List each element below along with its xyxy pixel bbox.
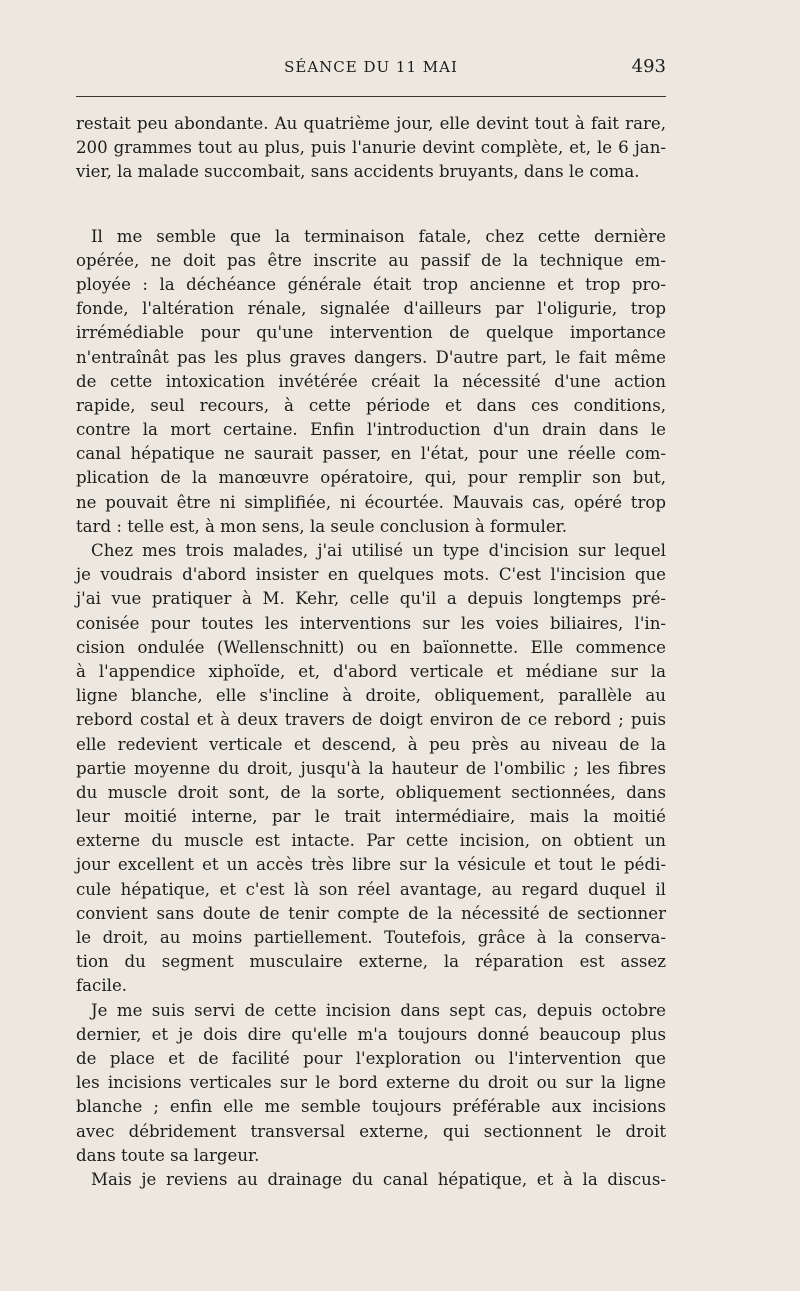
text-line: rebord costal et à deux travers de doigt environ de ce rebord ; puis bbox=[76, 710, 666, 730]
text-line: blanche ; enfin elle me semble toujours préférable aux incisions bbox=[76, 1097, 666, 1117]
text-line: leur moitié interne, par le trait intermédiaire, mais la moitié bbox=[76, 807, 666, 827]
text-line: convient sans doute de tenir compte de la nécessité de sectionner bbox=[76, 903, 666, 923]
text-line: jour excellent et un accès très libre sur la vésicule et tout le pédi- bbox=[76, 855, 666, 875]
paragraph-gap bbox=[76, 185, 666, 225]
text-line: Chez mes trois malades, j'ai utilisé un type d'incision sur lequel bbox=[91, 541, 666, 560]
text-line: les incisions verticales sur le bord externe du droit ou sur la ligne bbox=[76, 1073, 666, 1093]
text-line: Je me suis servi de cette incision dans sept cas, depuis octobre bbox=[91, 1000, 666, 1020]
text-line: contre la mort certaine. Enfin l'introduction d'un drain dans le bbox=[76, 420, 666, 440]
text-line: cision ondulée (Wellenschnitt) ou en baïonnette. Elle commence bbox=[76, 637, 666, 657]
text-line: dernier, et je dois dire qu'elle m'a toujours donné beaucoup plus bbox=[76, 1024, 666, 1044]
text-line: de cette intoxication invétérée créait la nécessité d'une action bbox=[76, 371, 666, 391]
text-line: plication de la manœuvre opératoire, qui, pour remplir son but, bbox=[76, 468, 666, 488]
text-line: partie moyenne du droit, jusqu'à la hauteur de l'ombilic ; les fibres bbox=[76, 758, 666, 778]
text-line: tard : telle est, à mon sens, la seule conclusion à formuler. bbox=[76, 516, 568, 536]
text-line: n'entraînât pas les plus graves dangers. D'autre part, le fait même bbox=[76, 347, 666, 367]
text-line: rapide, seul recours, à cette période et dans ces conditions, bbox=[76, 395, 666, 415]
text-line: Mais je reviens au drainage du canal hépatique, et à la discus- bbox=[91, 1169, 666, 1189]
header-rule bbox=[76, 96, 666, 97]
text-line: opérée, ne doit pas être inscrite au passif de la technique em- bbox=[76, 250, 666, 270]
text-line: elle redevient verticale et descend, à peu près au niveau de la bbox=[76, 734, 666, 754]
text-line: canal hépatique ne saurait passer, en l'état, pour une réelle com- bbox=[76, 444, 666, 464]
text-line: restait peu abondante. Au quatrième jour, elle devint tout à fait rare, bbox=[76, 114, 666, 133]
page-number: 493 bbox=[631, 56, 666, 77]
text-line: ployée : la déchéance générale était trop ancienne et trop pro- bbox=[76, 274, 666, 294]
text-line: de place et de facilité pour l'exploration ou l'intervention que bbox=[76, 1048, 666, 1068]
text-line: ligne blanche, elle s'incline à droite, obliquement, parallèle au bbox=[76, 686, 666, 706]
text-line: à l'appendice xiphoïde, et, d'abord verticale et médiane sur la bbox=[76, 661, 666, 681]
text-line: conisée pour toutes les interventions sur les voies biliaires, l'in- bbox=[76, 613, 666, 633]
text-line: irrémédiable pour qu'une intervention de quelque importance bbox=[76, 323, 666, 343]
text-line: vier, la malade succombait, sans accidents bruyants, dans le coma. bbox=[76, 162, 640, 182]
text-line: fonde, l'altération rénale, signalée d'ailleurs par l'oligurie, trop bbox=[76, 299, 666, 319]
text-line: le droit, au moins partiellement. Toutefois, grâce à la conserva- bbox=[76, 928, 666, 947]
text-line: facile. bbox=[76, 976, 128, 996]
text-line: tion du segment musculaire externe, la réparation est assez bbox=[76, 952, 666, 972]
text-line: externe du muscle est intacte. Par cette incision, on obtient un bbox=[76, 831, 666, 851]
text-line: du muscle droit sont, de la sorte, obliquement sectionnées, dans bbox=[76, 782, 666, 802]
text-line: dans toute sa largeur. bbox=[76, 1145, 260, 1165]
page-header bbox=[76, 54, 666, 84]
text-line: cule hépatique, et c'est là son réel avantage, au regard duquel il bbox=[76, 879, 666, 899]
text-line: je voudrais d'abord insister en quelques mots. C'est l'incision que bbox=[76, 565, 666, 585]
text-line: ne pouvait être ni simplifiée, ni écourtée. Mauvais cas, opéré trop bbox=[76, 492, 666, 512]
text-line: 200 grammes tout au plus, puis l'anurie devint complète, et, le 6 jan- bbox=[76, 138, 666, 158]
body-text bbox=[76, 112, 666, 1192]
text-line: avec débridement transversal externe, qui sectionnent le droit bbox=[76, 1121, 666, 1141]
text-line: Il me semble que la terminaison fatale, chez cette dernière bbox=[91, 226, 666, 246]
running-title: SÉANCE DU 11 MAI bbox=[284, 58, 458, 76]
text-line: j'ai vue pratiquer à M. Kehr, celle qu'il a depuis longtemps pré- bbox=[76, 589, 666, 609]
